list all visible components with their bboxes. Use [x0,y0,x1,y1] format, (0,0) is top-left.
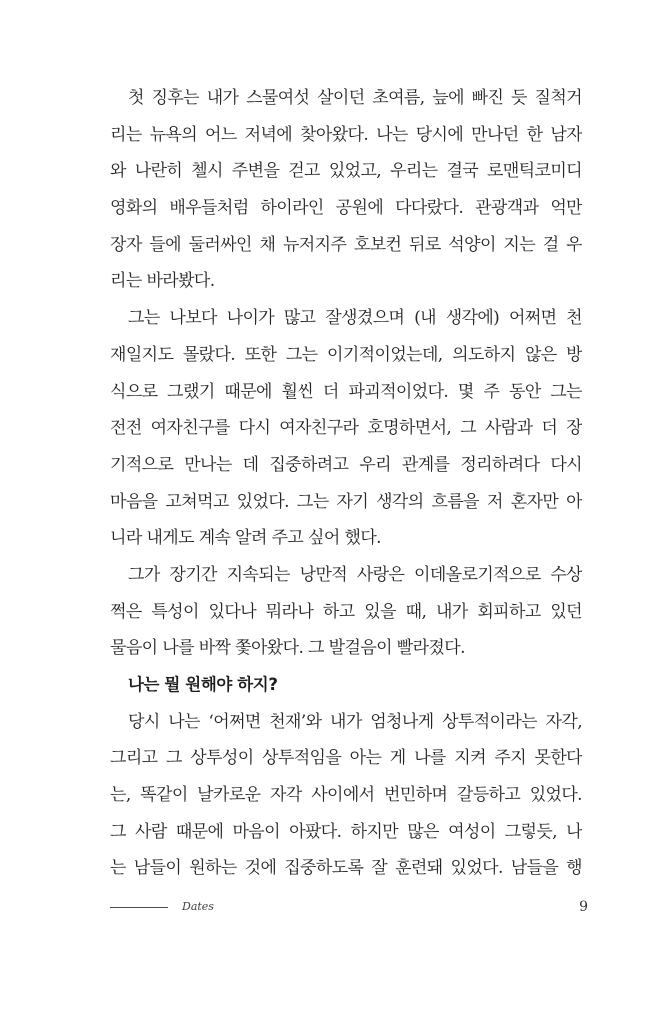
text-line: 는 남들이 원하는 것에 집중하도록 잘 훈련돼 있었다. 남들을 행 [110,858,582,879]
text-line: 영화의 배우들처럼 하이라인 공원에 다다랐다. 관광객과 억만 [110,198,582,219]
text-line: 전전 여자친구를 다시 여자친구라 호명하면서, 그 사람과 더 장 [110,418,582,439]
text-line: 식으로 그랬기 때문에 훨씬 더 파괴적이었다. 몇 주 동안 그는 [110,381,582,402]
text-line: 그가 장기간 지속되는 낭만적 사랑은 이데올로기적으로 수상 [128,564,582,585]
text-line: 그리고 그 상투성이 상투적임을 아는 게 나를 지켜 주지 못한다 [110,748,582,769]
paragraph [110,557,582,667]
paragraph [110,300,582,557]
text-line: 리는 뉴욕의 어느 저녁에 찾아왔다. 나는 당시에 만나던 한 남자 [110,124,582,145]
text-line: 쩍은 특성이 있다나 뭐라나 하고 있을 때, 내가 회피하고 있던 [110,601,582,622]
text-line: 재일지도 몰랐다. 또한 그는 이기적이었는데, 의도하지 않은 방 [110,344,582,365]
text-line: 리는 바라봤다. [110,271,215,292]
text-line: 첫 징후는 내가 스물여섯 살이던 초여름, 늪에 빠진 듯 질척거 [128,88,582,108]
text-line: 니라 내게도 계속 알려 주고 싶어 했다. [110,528,381,549]
paragraph [110,80,582,300]
text-line: 마음을 고쳐먹고 있었다. 그는 자기 생각의 흐름을 저 혼자만 아 [110,491,582,512]
page-footer [110,897,588,917]
text-line: 그 사람 때문에 마음이 아팠다. 하지만 많은 여성이 그렇듯, 나 [110,821,582,842]
section-heading: 나는 뭘 원해야 하지? [128,675,278,694]
paragraph [110,704,582,887]
page-body [110,80,582,887]
running-title: Dates [182,900,214,913]
text-line: 기적으로 만나는 데 집중하려고 우리 관계를 정리하려다 다시 [110,454,582,475]
text-line: 장자 들에 둘러싸인 채 뉴저지주 호보컨 뒤로 석양이 지는 걸 우 [110,234,582,255]
text-line: 그는 나보다 나이가 많고 잘생겼으며 (내 생각에) 어쩌면 천 [128,308,582,329]
text-line: 당시 나는 ‘어쩌면 천재’와 내가 엄청나게 상투적이라는 자각, [128,711,582,732]
page-number: 9 [579,899,588,915]
footer-rule [110,907,168,908]
text-line: 는, 똑같이 날카로운 자각 사이에서 번민하며 갈등하고 있었다. [110,785,582,806]
text-line: 물음이 나를 바짝 쫓아왔다. 그 발걸음이 빨라졌다. [110,638,465,659]
text-line: 와 나란히 첼시 주변을 걷고 있었고, 우리는 결국 로맨틱코미디 [110,161,582,182]
